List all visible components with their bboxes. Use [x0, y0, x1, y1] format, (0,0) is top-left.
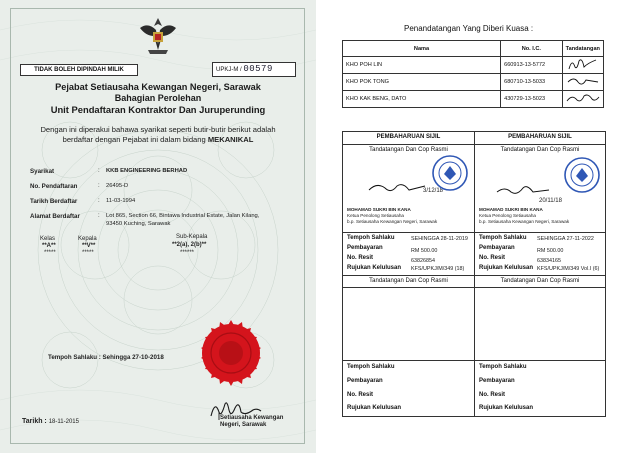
payment-value-right: RM 500.00 — [537, 248, 564, 254]
receipt-label-lower-right: No. Resit — [479, 392, 506, 398]
serial-number-box — [212, 62, 296, 77]
sign-date-right: 20/11/18 — [539, 198, 562, 204]
signatories-table — [342, 40, 604, 108]
officer-title-right: Ketua Penolong Setiausaha — [479, 213, 536, 218]
payment-label-right: Pembayaran — [479, 245, 515, 251]
registered-date-value: 11-03-1994 — [106, 198, 136, 204]
signature-cell — [562, 91, 603, 108]
officer-title-left: Ketua Penolong Setiausaha — [347, 213, 404, 218]
approval-value-left: KFS/UPKJ/M/349 (18) — [411, 266, 465, 272]
validity-label-lower-left: Tempoh Sahlaku — [347, 364, 395, 370]
table-header-row — [343, 41, 604, 57]
signature-image — [566, 91, 600, 105]
official-stamp-icon — [431, 154, 469, 192]
officer-signature-left — [367, 180, 427, 196]
column-header-signature: Tandatangan — [562, 41, 603, 57]
company-label: Syarikat — [30, 168, 55, 175]
stamp-heading-lower-left: Tandatangan Dan Cop Rasmi — [369, 278, 448, 284]
payment-label-lower-left: Pembayaran — [347, 378, 383, 384]
column-header-ic: No. I.C. — [501, 41, 563, 57]
registered-date-label: Tarikh Berdaftar — [30, 198, 78, 205]
stamp-heading-left: Tandatangan Dan Cop Rasmi — [369, 147, 448, 153]
certification-statement — [26, 125, 290, 145]
division-name: Bahagian Perolehan — [114, 93, 202, 103]
sign-date-left: 3/12/18 — [423, 188, 444, 194]
office-name: Pejabat Setiausaha Kewangan Negeri, Sarawak — [55, 82, 261, 92]
receipt-label-right: No. Resit — [479, 255, 506, 261]
signatory-ic: 660913-13-5772 — [501, 57, 563, 74]
officer-dept-right: b.p. Setiausaha Kewangan Negeri, Sarawak — [479, 219, 570, 224]
non-transferable-label: TIDAK BOLEH DIPINDAH MILIK — [20, 64, 138, 76]
company-value: KKB ENGINEERING BERHAD — [106, 168, 188, 174]
registered-address-line-2: 93450 Kuching, Sarawak — [106, 221, 171, 227]
approval-label-left: Rujukan Kelulusan — [347, 265, 402, 271]
class-label: Kelas — [40, 236, 56, 242]
colon: : — [98, 168, 100, 174]
renewal-page — [324, 0, 624, 453]
signature-cell — [562, 74, 603, 91]
issue-date-value: 18-11-2015 — [48, 419, 79, 425]
officer-name-left: MOHAMAD SUKRI BIN KANA — [347, 207, 411, 212]
signatory-name: KHO POK TONG — [343, 74, 501, 91]
serial-number: 00579 — [243, 64, 273, 74]
validity-label-right: Tempoh Sahlaku — [479, 235, 527, 241]
renewal-grid — [342, 131, 606, 417]
registration-field: MEKANIKAL — [207, 135, 254, 144]
subhead-value: **2(a), 2(b)** — [172, 242, 207, 248]
validity-period: Tempoh Sahlaku : Sehingga 27-10-2018 — [48, 354, 164, 361]
colon: : — [98, 198, 100, 204]
table-row — [343, 74, 604, 91]
class-dashes: ***** — [44, 250, 56, 256]
table-row — [343, 57, 604, 74]
officer-dept-left: b.p. Setiausaha Kewangan Negeri, Sarawak — [347, 219, 438, 224]
receipt-value-right: 63834165 — [537, 258, 561, 264]
registration-number-value: 26495-D — [106, 183, 129, 189]
unit-name: Unit Pendaftaran Kontraktor Dan Juruperunding — [50, 104, 266, 115]
payment-label-lower-right: Pembayaran — [479, 378, 515, 384]
head-label: Kepala — [78, 236, 97, 242]
receipt-value-left: 63826854 — [411, 258, 435, 264]
column-header-name: Nama — [343, 41, 501, 57]
subhead-label: Sub-Kepala — [176, 234, 208, 240]
subhead-dashes: ****** — [180, 250, 195, 256]
signature-cell — [562, 57, 603, 74]
registration-number-label: No. Pendaftaran — [30, 183, 78, 190]
class-value: **A** — [42, 243, 56, 249]
signatory-name: KHO POH LIN — [343, 57, 501, 74]
signatory-ic: 680710-13-5033 — [501, 74, 563, 91]
receipt-label-lower-left: No. Resit — [347, 392, 374, 398]
signatory-ic: 430729-13-5023 — [501, 91, 563, 108]
officer-signature-right — [495, 182, 551, 198]
officer-name-right: MOHAMAD SUKRI BIN KANA — [479, 207, 543, 212]
validity-value-right: SEHINGGA 27-11-2022 — [537, 236, 594, 242]
head-value: **V** — [82, 243, 96, 249]
payment-value-left: RM 500.00 — [411, 248, 438, 254]
official-stamp-icon — [563, 156, 601, 194]
signatory-line-2: Negeri, Sarawak — [220, 422, 267, 428]
authorized-signatories-title: Penandatangan Yang Diberi Kuasa : — [404, 24, 534, 33]
issue-date — [22, 418, 79, 425]
validity-label-lower-right: Tempoh Sahlaku — [479, 364, 527, 370]
signatory-title — [220, 415, 283, 429]
receipt-label-left: No. Resit — [347, 255, 374, 261]
payment-label-left: Pembayaran — [347, 245, 383, 251]
table-row — [343, 91, 604, 108]
validity-label-left: Tempoh Sahlaku — [347, 235, 395, 241]
red-wax-seal-icon — [196, 318, 266, 388]
signatory-line-1: Setiausaha Kewangan — [220, 415, 284, 421]
stamp-heading-lower-right: Tandatangan Dan Cop Rasmi — [500, 278, 580, 284]
signature-image — [566, 74, 600, 88]
intro-line-1: Dengan ini diperakui bahawa syarikat seperti butir-butir berikut adalah — [40, 125, 276, 134]
registered-address-label: Alamat Berdaftar — [30, 213, 80, 220]
approval-label-lower-left: Rujukan Kelulusan — [347, 405, 402, 411]
approval-value-right: KFS/UPKJ/M/349 Vol.I (6) — [537, 266, 600, 272]
approval-label-lower-right: Rujukan Kelulusan — [479, 405, 534, 411]
issue-date-label: Tarikh : — [22, 418, 47, 425]
colon: : — [98, 183, 100, 189]
head-dashes: ***** — [82, 250, 94, 256]
renewal-heading-right: PEMBAHARUAN SIJIL — [508, 134, 572, 140]
approval-label-right: Rujukan Kelulusan — [479, 265, 534, 271]
signatory-name: KHO KAK BENG, DATO — [343, 91, 501, 108]
serial-prefix: UPKJ-M / — [216, 67, 244, 73]
renewal-heading-left: PEMBAHARUAN SIJIL — [376, 134, 441, 140]
colon: : — [98, 213, 100, 219]
signature-image — [566, 57, 600, 71]
sarawak-crest-icon — [136, 14, 180, 56]
intro-line-2: berdaftar dengan Pejabat ini dalam bidang — [62, 135, 208, 144]
registered-address-line-1: Lot 865, Section 66, Bintawa Industrial Estate, Jalan Kilang, — [106, 213, 260, 219]
validity-value-left: SEHINGGA 28-11-2019 — [411, 236, 468, 242]
stamp-heading-right: Tandatangan Dan Cop Rasmi — [500, 147, 580, 153]
